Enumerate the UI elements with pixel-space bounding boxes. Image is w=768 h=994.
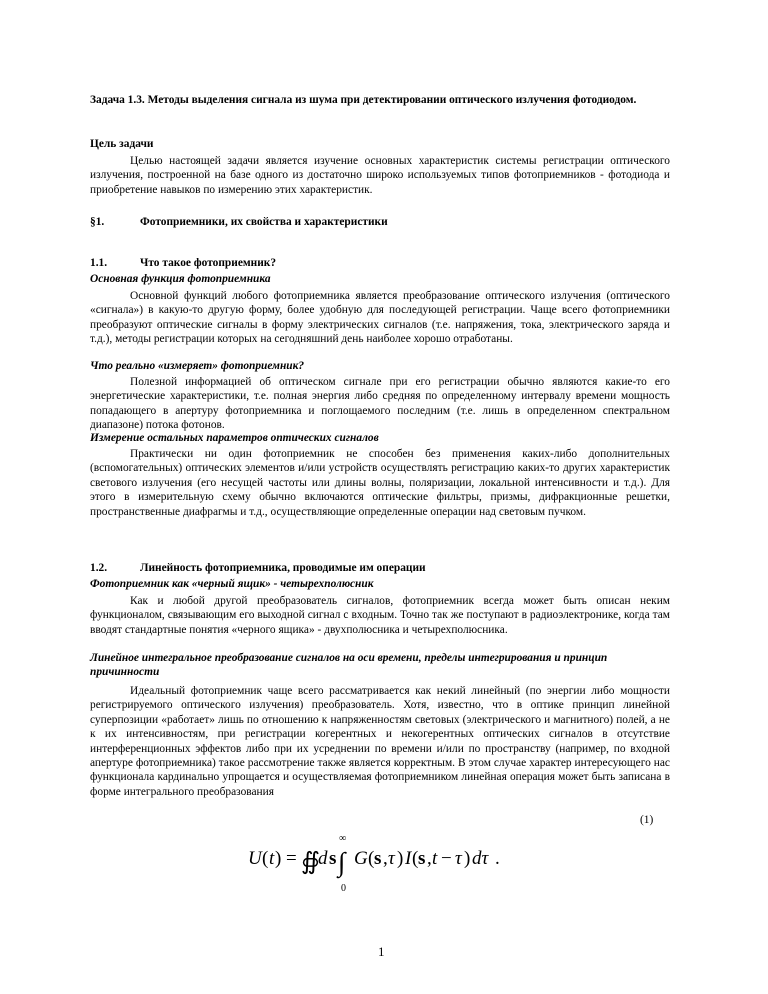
eq-g-s: s: [374, 848, 382, 869]
subsection-1-2-title: Линейность фотоприемника, проводимые им операции: [140, 562, 426, 574]
eq-g-lparen: (: [368, 848, 375, 869]
subsection-1-1-heading: [90, 256, 670, 270]
eq-g-comma: ,: [383, 848, 388, 869]
page-number: 1: [378, 944, 385, 959]
eq-i-t: t: [432, 848, 438, 869]
eq-i-tau: τ: [455, 848, 462, 869]
eq-g-rparen: ): [397, 848, 404, 869]
black-box-paragraph: Как и любой другой преобразователь сигналов, фотоприемник всегда может быть описан неким функционалом, связывающим его выходной сигнал с входным. Точно так же поступают в радиоэлектронике, когда там вводят стандартные понятия «черного ящика» - двухполюсника и четырехполюсника.: [90, 595, 670, 636]
measures-paragraph: Полезной информацией об оптическом сигнале при его регистрации обычно являются какие-то его энергетические характеристики, т.е. полная энергия либо средняя по определенному интервалу времени мощность попадающего в апертуру фотоприемника и поглощаемого последним (т.е. лишь в определенном спектральном диапазоне) потока фотонов.: [90, 376, 670, 432]
subsection-1-2-heading: [90, 561, 670, 575]
eq-d: d: [318, 848, 328, 869]
eq-output-u: U: [248, 848, 262, 869]
eq-lparen: (: [262, 848, 269, 869]
eq-upper-limit: ∞: [339, 833, 347, 844]
eq-vector-s: s: [329, 848, 337, 869]
main-function-heading: Основная функция фотоприемника: [90, 273, 271, 285]
eq-i-s: s: [418, 848, 426, 869]
other-params-heading: Измерение остальных параметров оптических сигналов: [90, 432, 379, 444]
equation-1: [248, 833, 548, 893]
page-title: Задача 1.3. Методы выделения сигнала из шума при детектировании оптического излучения фотодиодом.: [90, 94, 637, 106]
subsection-1-2-number: 1.2.: [90, 562, 108, 574]
eq-minus: −: [441, 848, 452, 869]
eq-i-rparen: ): [464, 848, 471, 869]
goal-heading: Цель задачи: [90, 138, 154, 150]
measures-heading: Что реально «измеряет» фотоприемник?: [90, 360, 305, 372]
eq-d-tau: dτ: [472, 848, 489, 869]
eq-time-integral-sign: ∫: [338, 847, 346, 877]
eq-rparen: ): [275, 848, 282, 869]
eq-period: .: [495, 848, 500, 869]
eq-g-tau: τ: [388, 848, 395, 869]
eq-g: G: [354, 848, 368, 869]
section-1-heading: [90, 215, 670, 229]
subsection-1-1-title: Что такое фотоприемник?: [140, 257, 277, 269]
black-box-heading: Фотоприемник как «черный ящик» - четырехполюсник: [90, 578, 374, 590]
other-params-paragraph: Практически ни один фотоприемник не способен без применения каких-либо дополнительных (вспомогательных) оптических элементов и/или устройств осуществлять регистрацию каких-то других характеристик светового излучения (его несущей частоты или длины волны, поляризации, локальной интенсивности и т.д.). Для этого в измерительную схему обычно включаются оптические фильтры, призмы, дифракционные решетки, пространственные диафрагмы и т.д., осуществляющие определенные операции над световым пучком.: [90, 448, 670, 518]
equation-number: (1): [640, 814, 654, 826]
linear-transform-paragraph: Идеальный фотоприемник чаще всего рассматривается как некий линейный (по энергии либо мощности регистрируемого оптического излучения) преобразователь. Хотя, известно, что в оптике принцип линейной суперпозиции «работает» лишь по отношению к напряженностям световых (электрического и магнитного) полей, а не к их интенсивностям, при регистрации когерентных и некогерентных оптических сигналов в отсутствие интерференционных эффектов либо при их усреднении по времени и/или по пространству (например, по входной апертуре фотоприемника) такое рассмотрение также является корректным. В этом случае характер интересующего нас функционала кардинально упрощается и осуществляемая фотоприемником линейная операция может быть записана в форме интегрального преобразования: [90, 685, 670, 798]
linear-transform-heading: Линейное интегральное преобразование сигналов на оси времени, пределы интегрирования и принцип причинности: [90, 652, 608, 679]
main-function-paragraph: Основной функций любого фотоприемника является преобразование оптического излучения (оптического «сигнала») в какую-то другую форму, более удобную для последующей регистрации. Чаще всего фотоприемники преобразуют оптические сигналы в форму электрических сигналов (т.е. напряжения, тока, электрического заряда и т.д.), методы регистрации которых на сегодняшний день наиболее хорошо отработаны.: [90, 290, 670, 346]
section-1-number: §1.: [90, 216, 105, 228]
eq-i-comma: ,: [427, 848, 432, 869]
eq-t: t: [269, 848, 275, 869]
eq-equals: =: [286, 848, 297, 869]
goal-paragraph: Целью настоящей задачи является изучение основных характеристик системы регистрации оптического излучения, построенной на базе одного из достаточно широко используемых типов фотоприемников - фотодиода и приобретение навыков по измерению этих характеристик.: [90, 155, 670, 196]
eq-i: I: [405, 848, 412, 869]
eq-lower-limit: 0: [341, 883, 346, 893]
subsection-1-1-number: 1.1.: [90, 257, 108, 269]
eq-i-lparen: (: [412, 848, 419, 869]
eq-surface-integral-sign: ∯: [301, 849, 320, 875]
section-1-title: Фотоприемники, их свойства и характеристики: [140, 216, 388, 228]
